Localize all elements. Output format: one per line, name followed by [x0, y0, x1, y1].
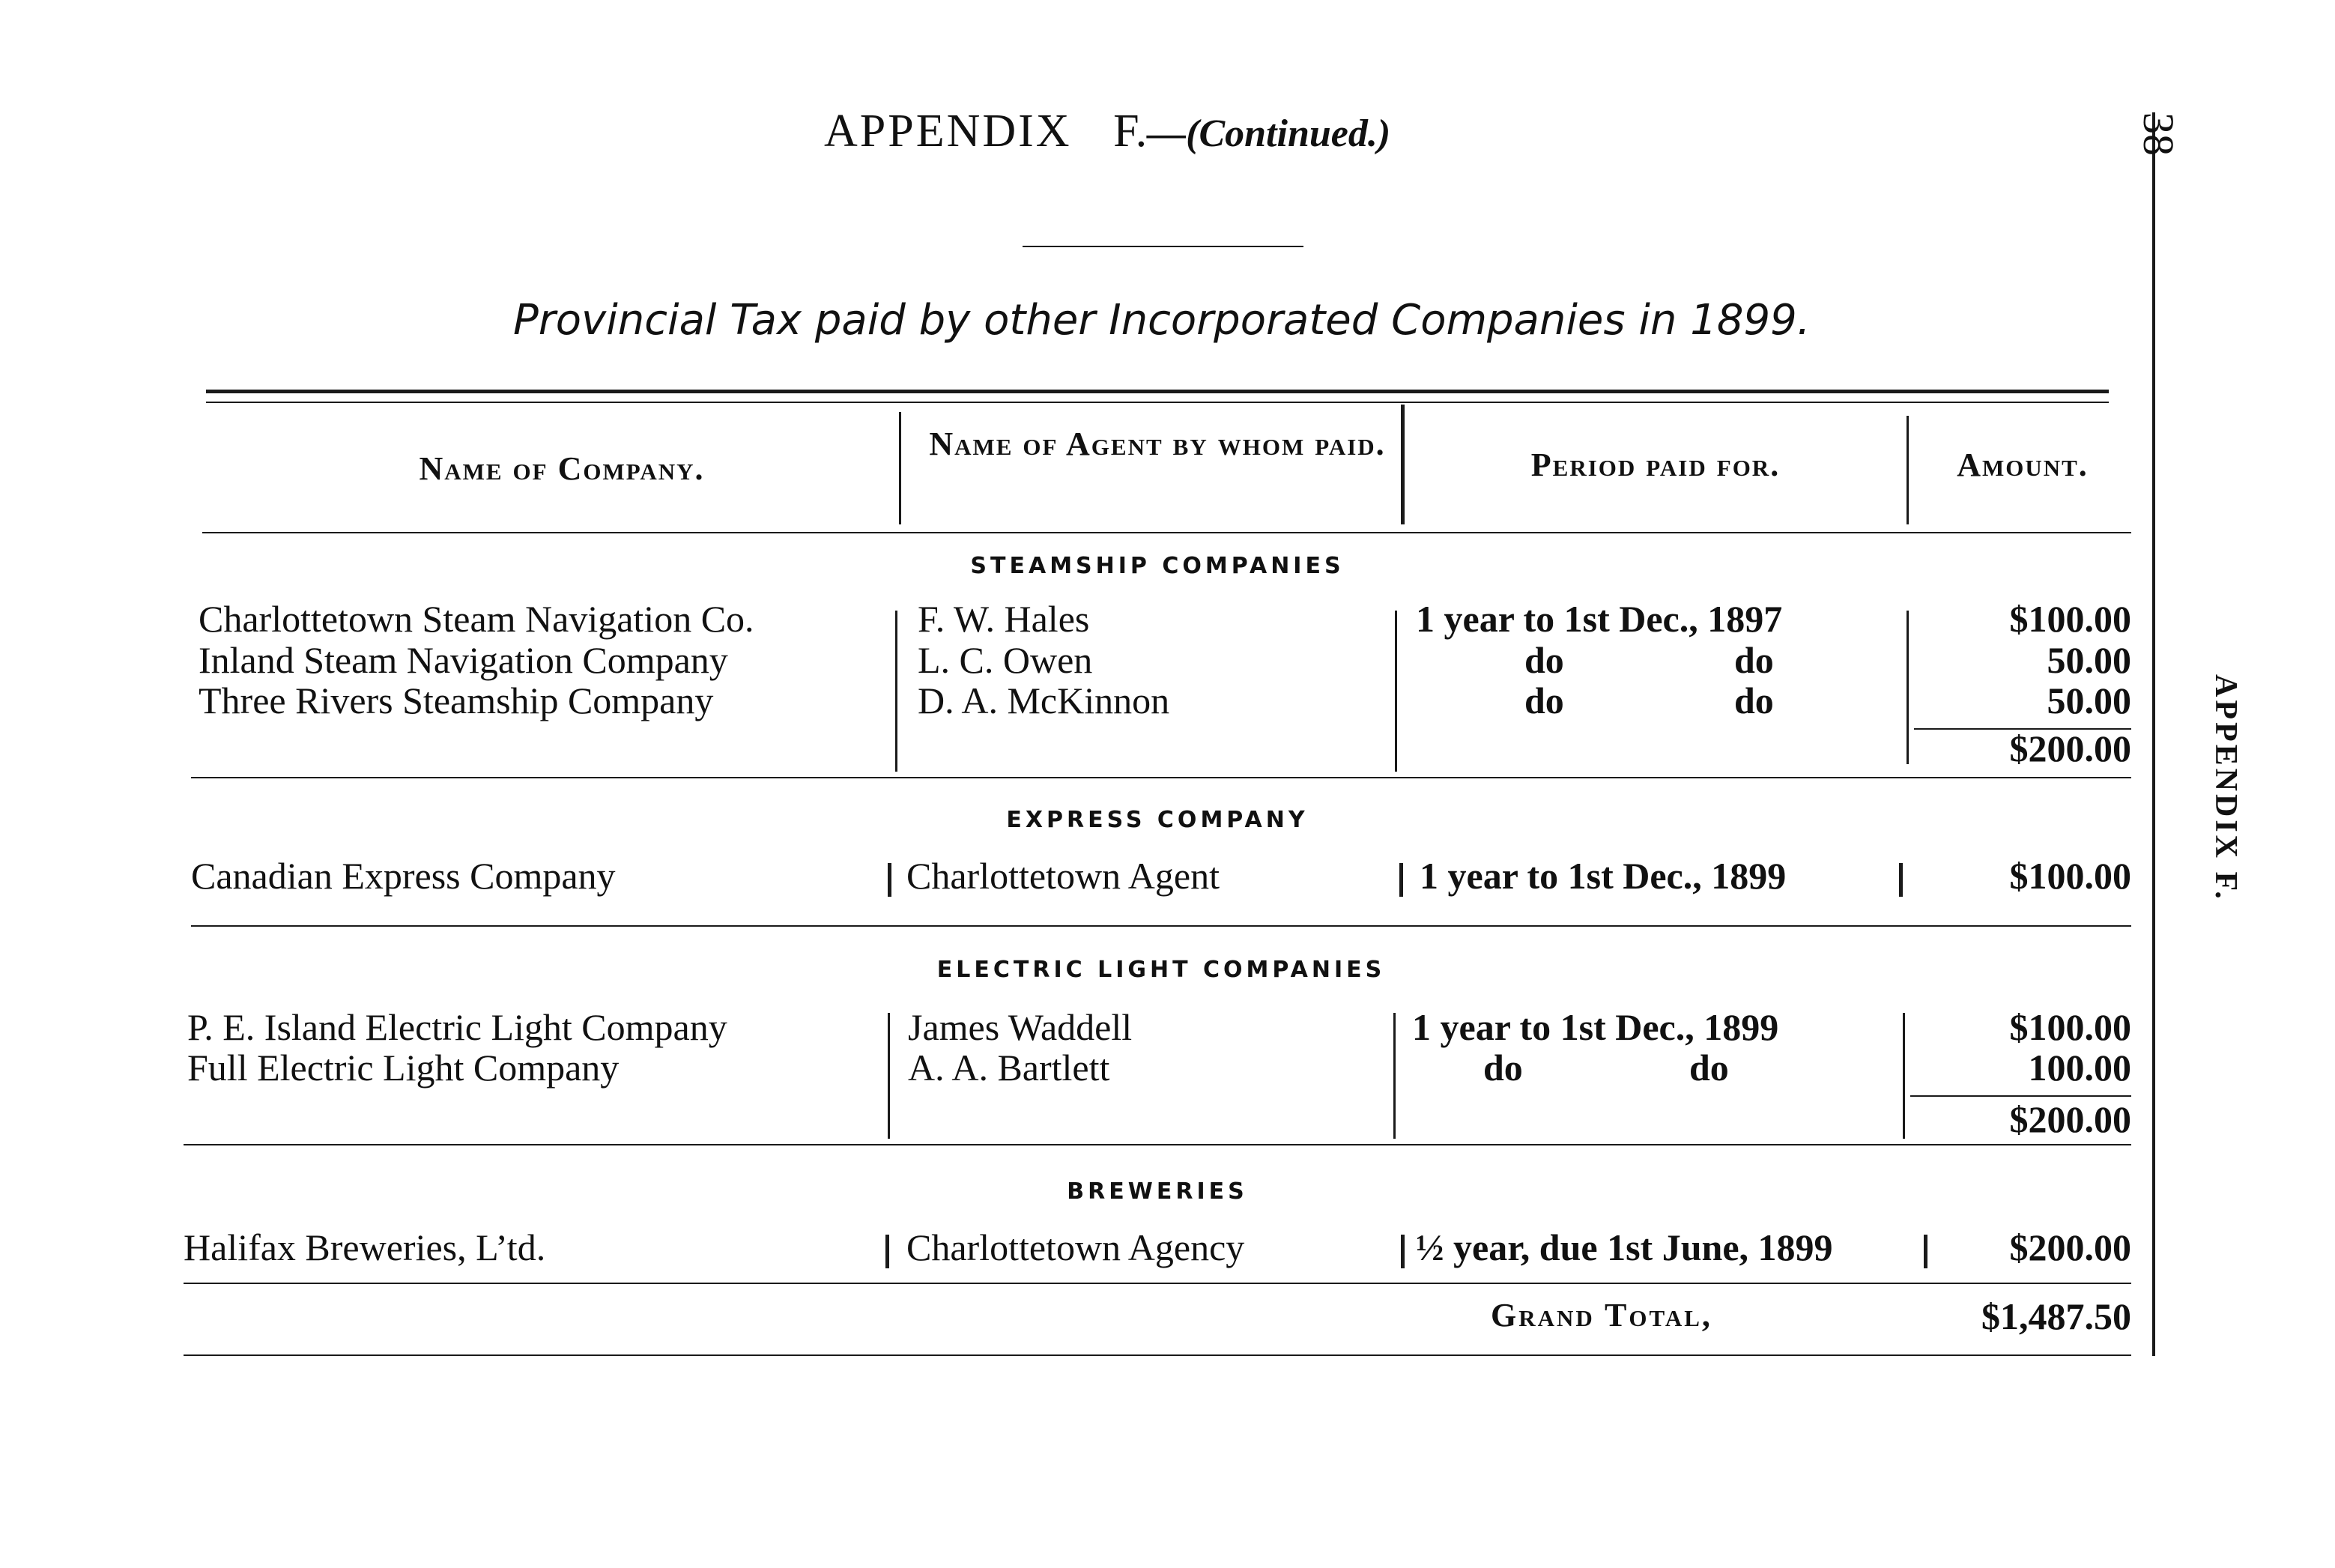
section-rule	[184, 1144, 2131, 1145]
side-label: APPENDIX F.	[2208, 674, 2243, 902]
row-period-ditto: do	[1734, 679, 1774, 721]
row-period-ditto: do	[1689, 1047, 1729, 1089]
row-period-ditto: do	[1734, 639, 1774, 681]
subtotal-rule	[1910, 1095, 2131, 1097]
col-divider	[1899, 863, 1903, 897]
header-company: Name of Company.	[419, 450, 705, 487]
row-agent: Charlottetown Agency	[906, 1226, 1245, 1268]
table-bottom-rule	[184, 1354, 2131, 1356]
page-number: 38	[2134, 112, 2183, 156]
row-amount: $100.00	[2009, 598, 2131, 640]
row-company: P. E. Island Electric Light Company	[187, 1006, 727, 1048]
header-divider-1	[899, 412, 901, 524]
row-period: 1 year to 1st Dec., 1899	[1420, 855, 1787, 897]
section-title-steamship: STEAMSHIP COMPANIES	[970, 553, 1345, 579]
title-letter: F.	[1113, 106, 1148, 157]
section-subtotal: $200.00	[2009, 727, 2131, 769]
header-divider-2	[1401, 405, 1405, 524]
row-amount: $200.00	[2009, 1226, 2131, 1268]
row-agent: D. A. McKinnon	[918, 679, 1170, 721]
row-amount: $100.00	[2009, 1006, 2131, 1048]
row-agent: F. W. Hales	[918, 598, 1090, 640]
row-period: 1 year to 1st Dec., 1899	[1412, 1006, 1779, 1048]
row-agent: Charlottetown Agent	[906, 855, 1220, 897]
header-divider-3	[1907, 416, 1909, 524]
section-title-breweries: BREWERIES	[1067, 1178, 1248, 1205]
row-agent: A. A. Bartlett	[908, 1047, 1110, 1089]
title-rule	[1023, 246, 1303, 247]
col-divider	[1401, 1235, 1405, 1268]
row-period: do	[1483, 1047, 1523, 1089]
col-divider	[895, 611, 897, 772]
table-top-rule	[206, 390, 2109, 393]
col-divider	[1399, 863, 1403, 897]
row-amount: $100.00	[2009, 855, 2131, 897]
row-company: Full Electric Light Company	[187, 1047, 620, 1089]
row-agent: James Waddell	[908, 1006, 1133, 1048]
col-divider	[888, 1013, 890, 1139]
col-divider	[1924, 1235, 1927, 1268]
title-continued: —(Continued.)	[1147, 112, 1391, 155]
section-title-electric: ELECTRIC LIGHT COMPANIES	[936, 957, 1386, 983]
title-appendix: APPENDIX	[824, 106, 1072, 157]
row-period: do	[1524, 679, 1564, 721]
col-divider	[1903, 1013, 1905, 1139]
row-period: ½ year, due 1st June, 1899	[1416, 1226, 1833, 1268]
table-subtitle: Provincial Tax paid by other Incorporated Companies in 1899.	[513, 296, 1811, 345]
page-title	[824, 105, 1390, 158]
grand-total-label: Grand Total,	[1491, 1297, 1712, 1334]
section-subtotal: $200.00	[2009, 1098, 2131, 1140]
right-margin-rule	[2152, 112, 2155, 1356]
table-top-rule-2	[206, 402, 2109, 403]
row-company: Charlottetown Steam Navigation Co.	[199, 598, 754, 640]
col-divider	[885, 1235, 889, 1268]
row-agent: L. C. Owen	[918, 639, 1093, 681]
header-agent: Name of Agent by whom paid.	[929, 426, 1386, 462]
col-divider	[1393, 1013, 1396, 1139]
section-rule	[184, 1283, 2131, 1284]
row-period: do	[1524, 639, 1564, 681]
col-divider	[1395, 611, 1397, 772]
header-period: Period paid for.	[1530, 447, 1781, 483]
header-bottom-rule	[202, 532, 2131, 533]
row-company: Canadian Express Company	[191, 855, 616, 897]
col-divider	[1907, 611, 1909, 764]
row-period: 1 year to 1st Dec., 1897	[1416, 598, 1783, 640]
section-rule	[191, 925, 2131, 927]
row-company: Halifax Breweries, L’td.	[184, 1226, 546, 1268]
row-company: Inland Steam Navigation Company	[199, 639, 728, 681]
row-amount: 100.00	[2028, 1047, 2131, 1089]
section-rule	[191, 777, 2131, 778]
row-company: Three Rivers Steamship Company	[199, 679, 714, 721]
header-amount: Amount.	[1957, 447, 2089, 483]
col-divider	[888, 863, 891, 897]
row-amount: 50.00	[2047, 639, 2131, 681]
row-amount: 50.00	[2047, 679, 2131, 721]
grand-total-amount: $1,487.50	[1981, 1295, 2131, 1337]
section-title-express: EXPRESS COMPANY	[1006, 807, 1309, 833]
